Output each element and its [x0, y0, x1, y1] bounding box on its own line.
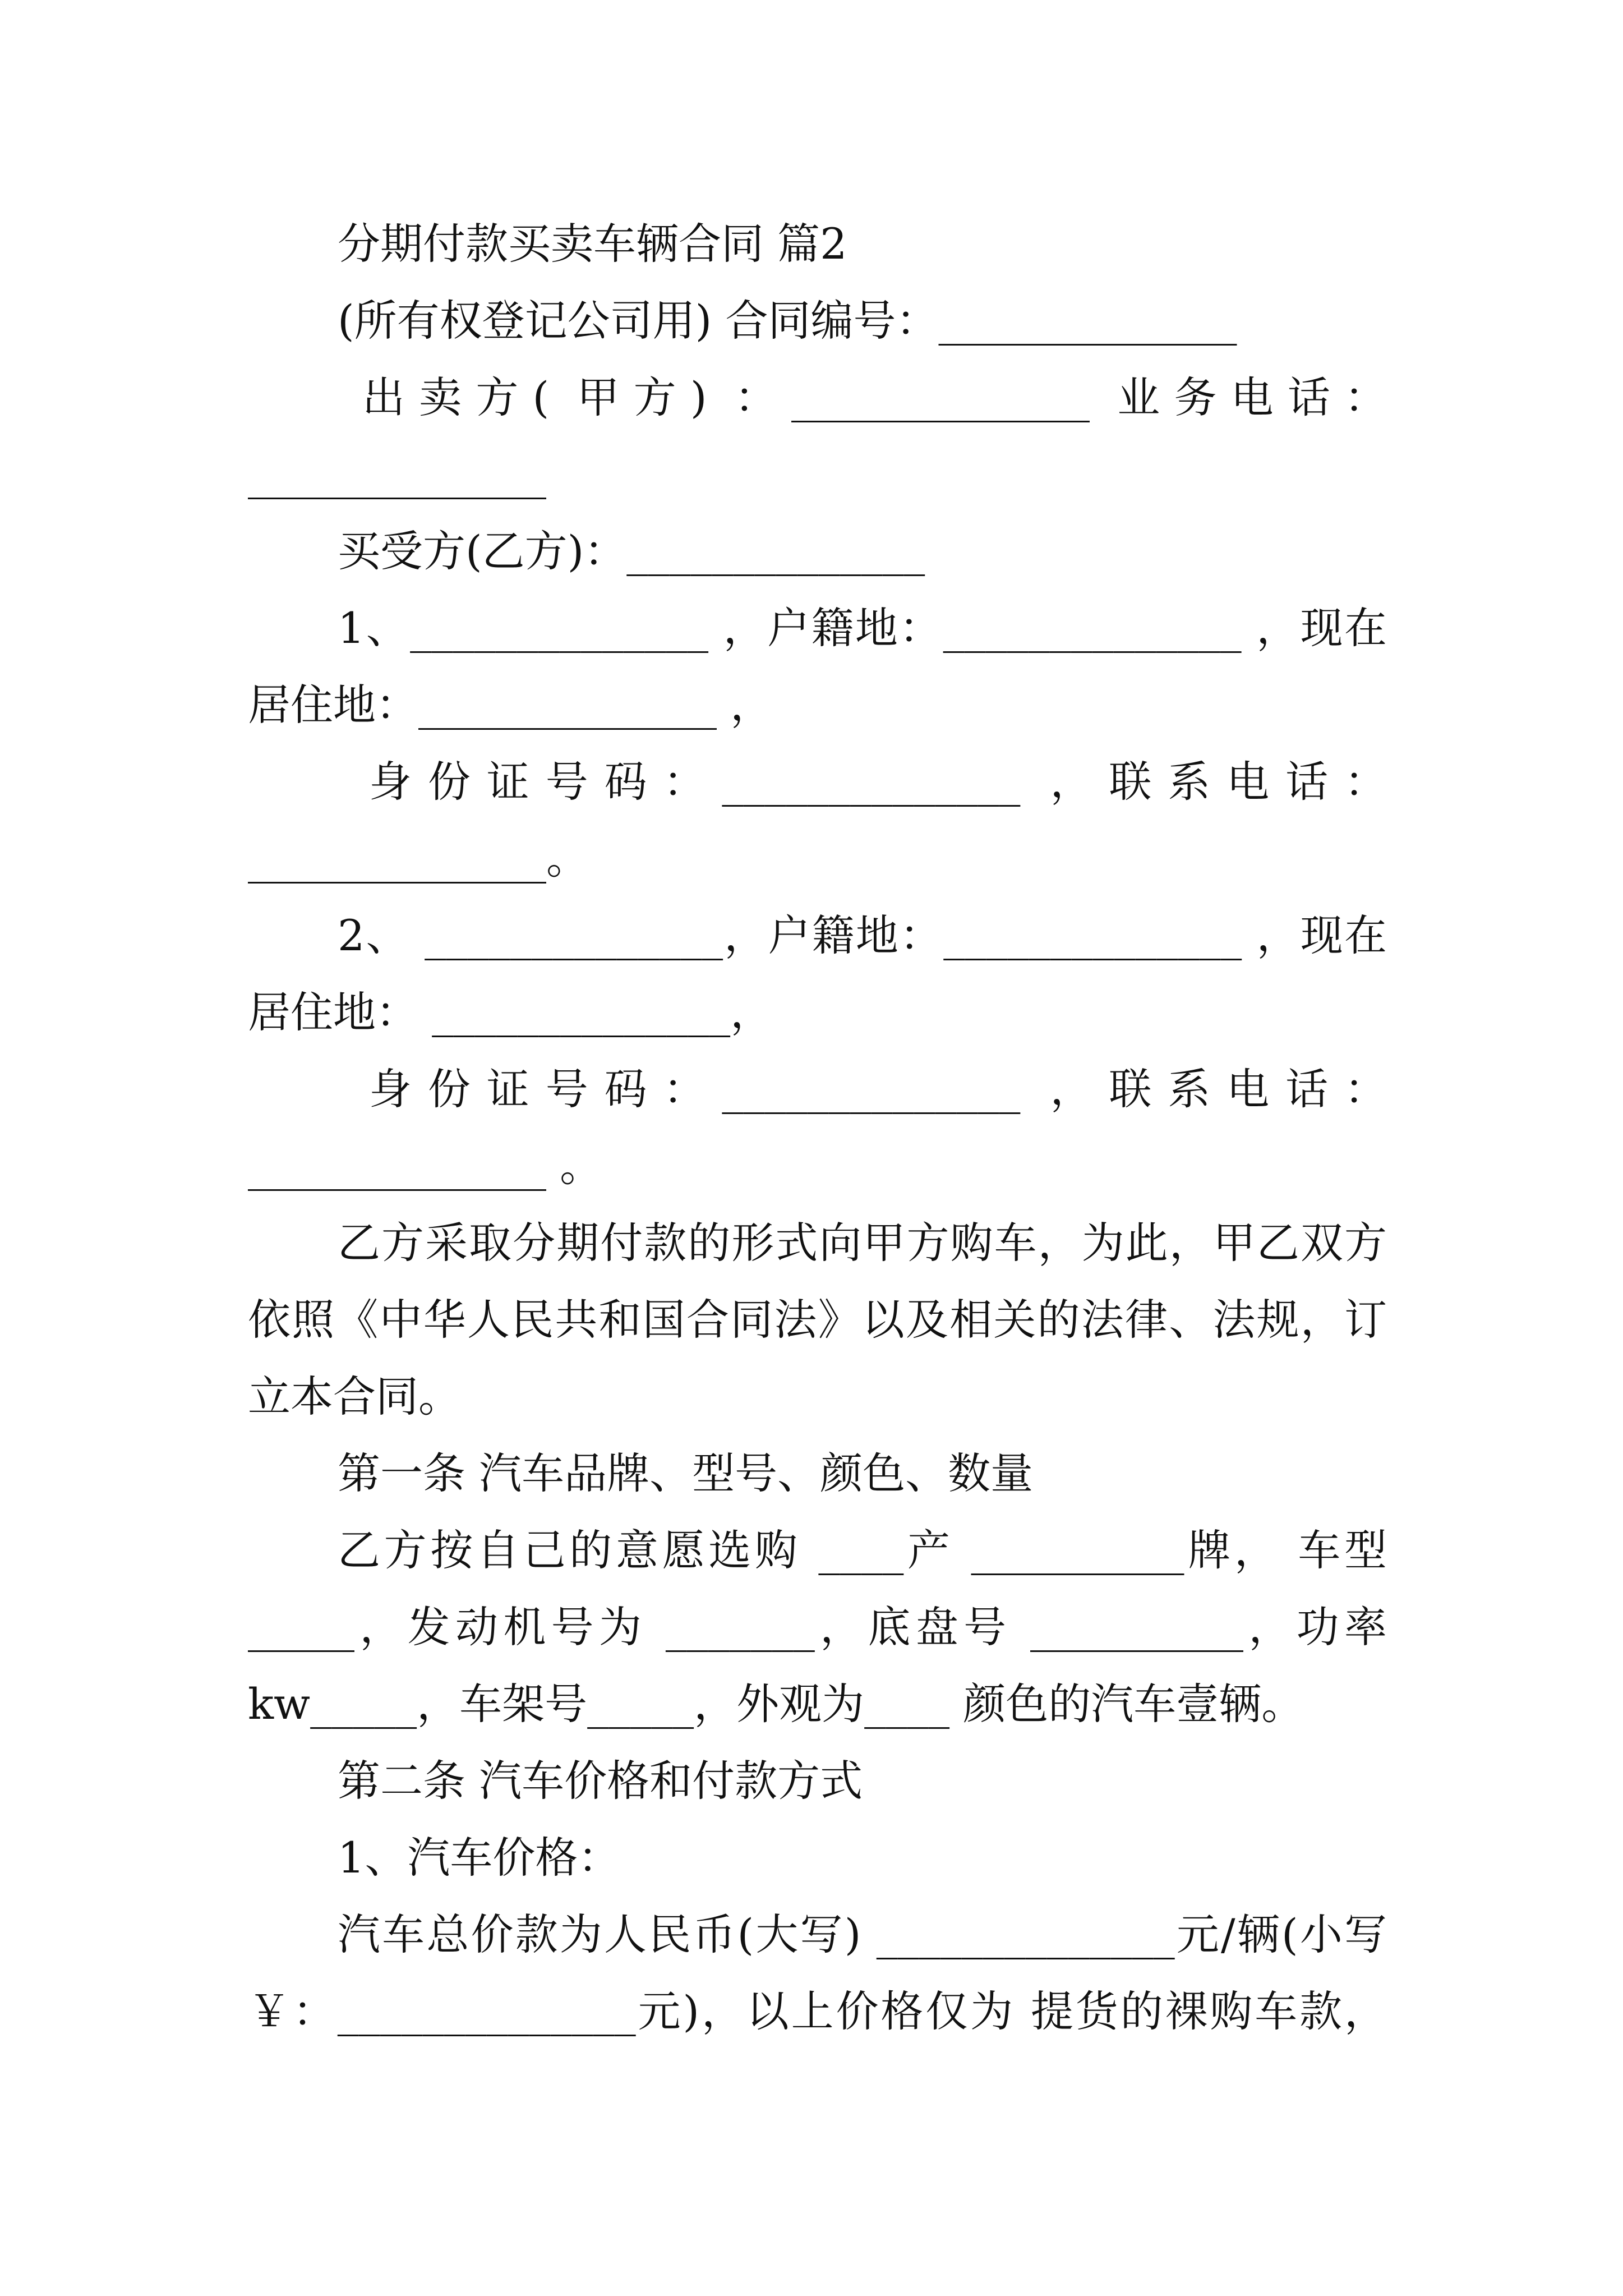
buyer-2-residence-line: 居住地： ______________， [248, 987, 773, 1037]
article-1-line: 乙方按自己的意愿选购 ____产 __________牌， 车型 [338, 1525, 1387, 1575]
article-1-heading: 第一条 汽车品牌、型号、颜色、数量 [338, 1448, 1034, 1498]
buyer-1-id-line: 身份证号码：______________ ，联系电话： [369, 757, 1387, 807]
preamble-line: 立本合同。 [248, 1372, 461, 1421]
article-1-line: _____，发动机号为 _______，底盘号 __________，功率 [248, 1602, 1387, 1652]
article-2-heading: 第二条 汽车价格和付款方式 [338, 1756, 863, 1806]
document-title: 分期付款买卖车辆合同 篇2 [338, 219, 847, 269]
seller-line: 出卖方( 甲方) ：______________ 业务电话： [362, 372, 1387, 422]
buyer-1-residence-line: 居住地：______________ ， [248, 680, 773, 730]
buyer-2-name-line: 2、 ______________，户籍地：______________ ，现在 [338, 910, 1387, 960]
article-2-line: 汽车总价款为人民币(大写) ______________元/辆(小写 [338, 1910, 1387, 1959]
contract-number-line: (所有权登记公司用) 合同编号：______________ [338, 296, 1237, 346]
buyer-2-id-line: 身份证号码：______________ ，联系电话： [369, 1064, 1387, 1114]
buyer-1-phone-blank: ______________。 [248, 834, 589, 884]
preamble-line: 依照《中华人民共和国合同法》以及相关的法律、法规，订 [248, 1295, 1387, 1345]
seller-phone-blank: ______________ [248, 449, 546, 499]
article-2-line: ￥：______________元)，以上价格仅为 提货的裸购车款， [248, 1986, 1387, 2036]
article-1-line: kw_____，车架号_____，外观为____ 颜色的汽车壹辆。 [248, 1679, 1304, 1729]
article-2-subheading: 1、汽车价格： [338, 1833, 621, 1883]
buyer-line: 买受方(乙方)：______________ [338, 526, 925, 576]
contract-page [248, 205, 1387, 2050]
buyer-2-phone-blank: ______________ 。 [248, 1141, 603, 1191]
preamble-line: 乙方采取分期付款的形式向甲方购车，为此，甲乙双方 [338, 1218, 1387, 1268]
buyer-1-name-line: 1、______________ ，户籍地：______________ ，现在 [338, 603, 1387, 653]
